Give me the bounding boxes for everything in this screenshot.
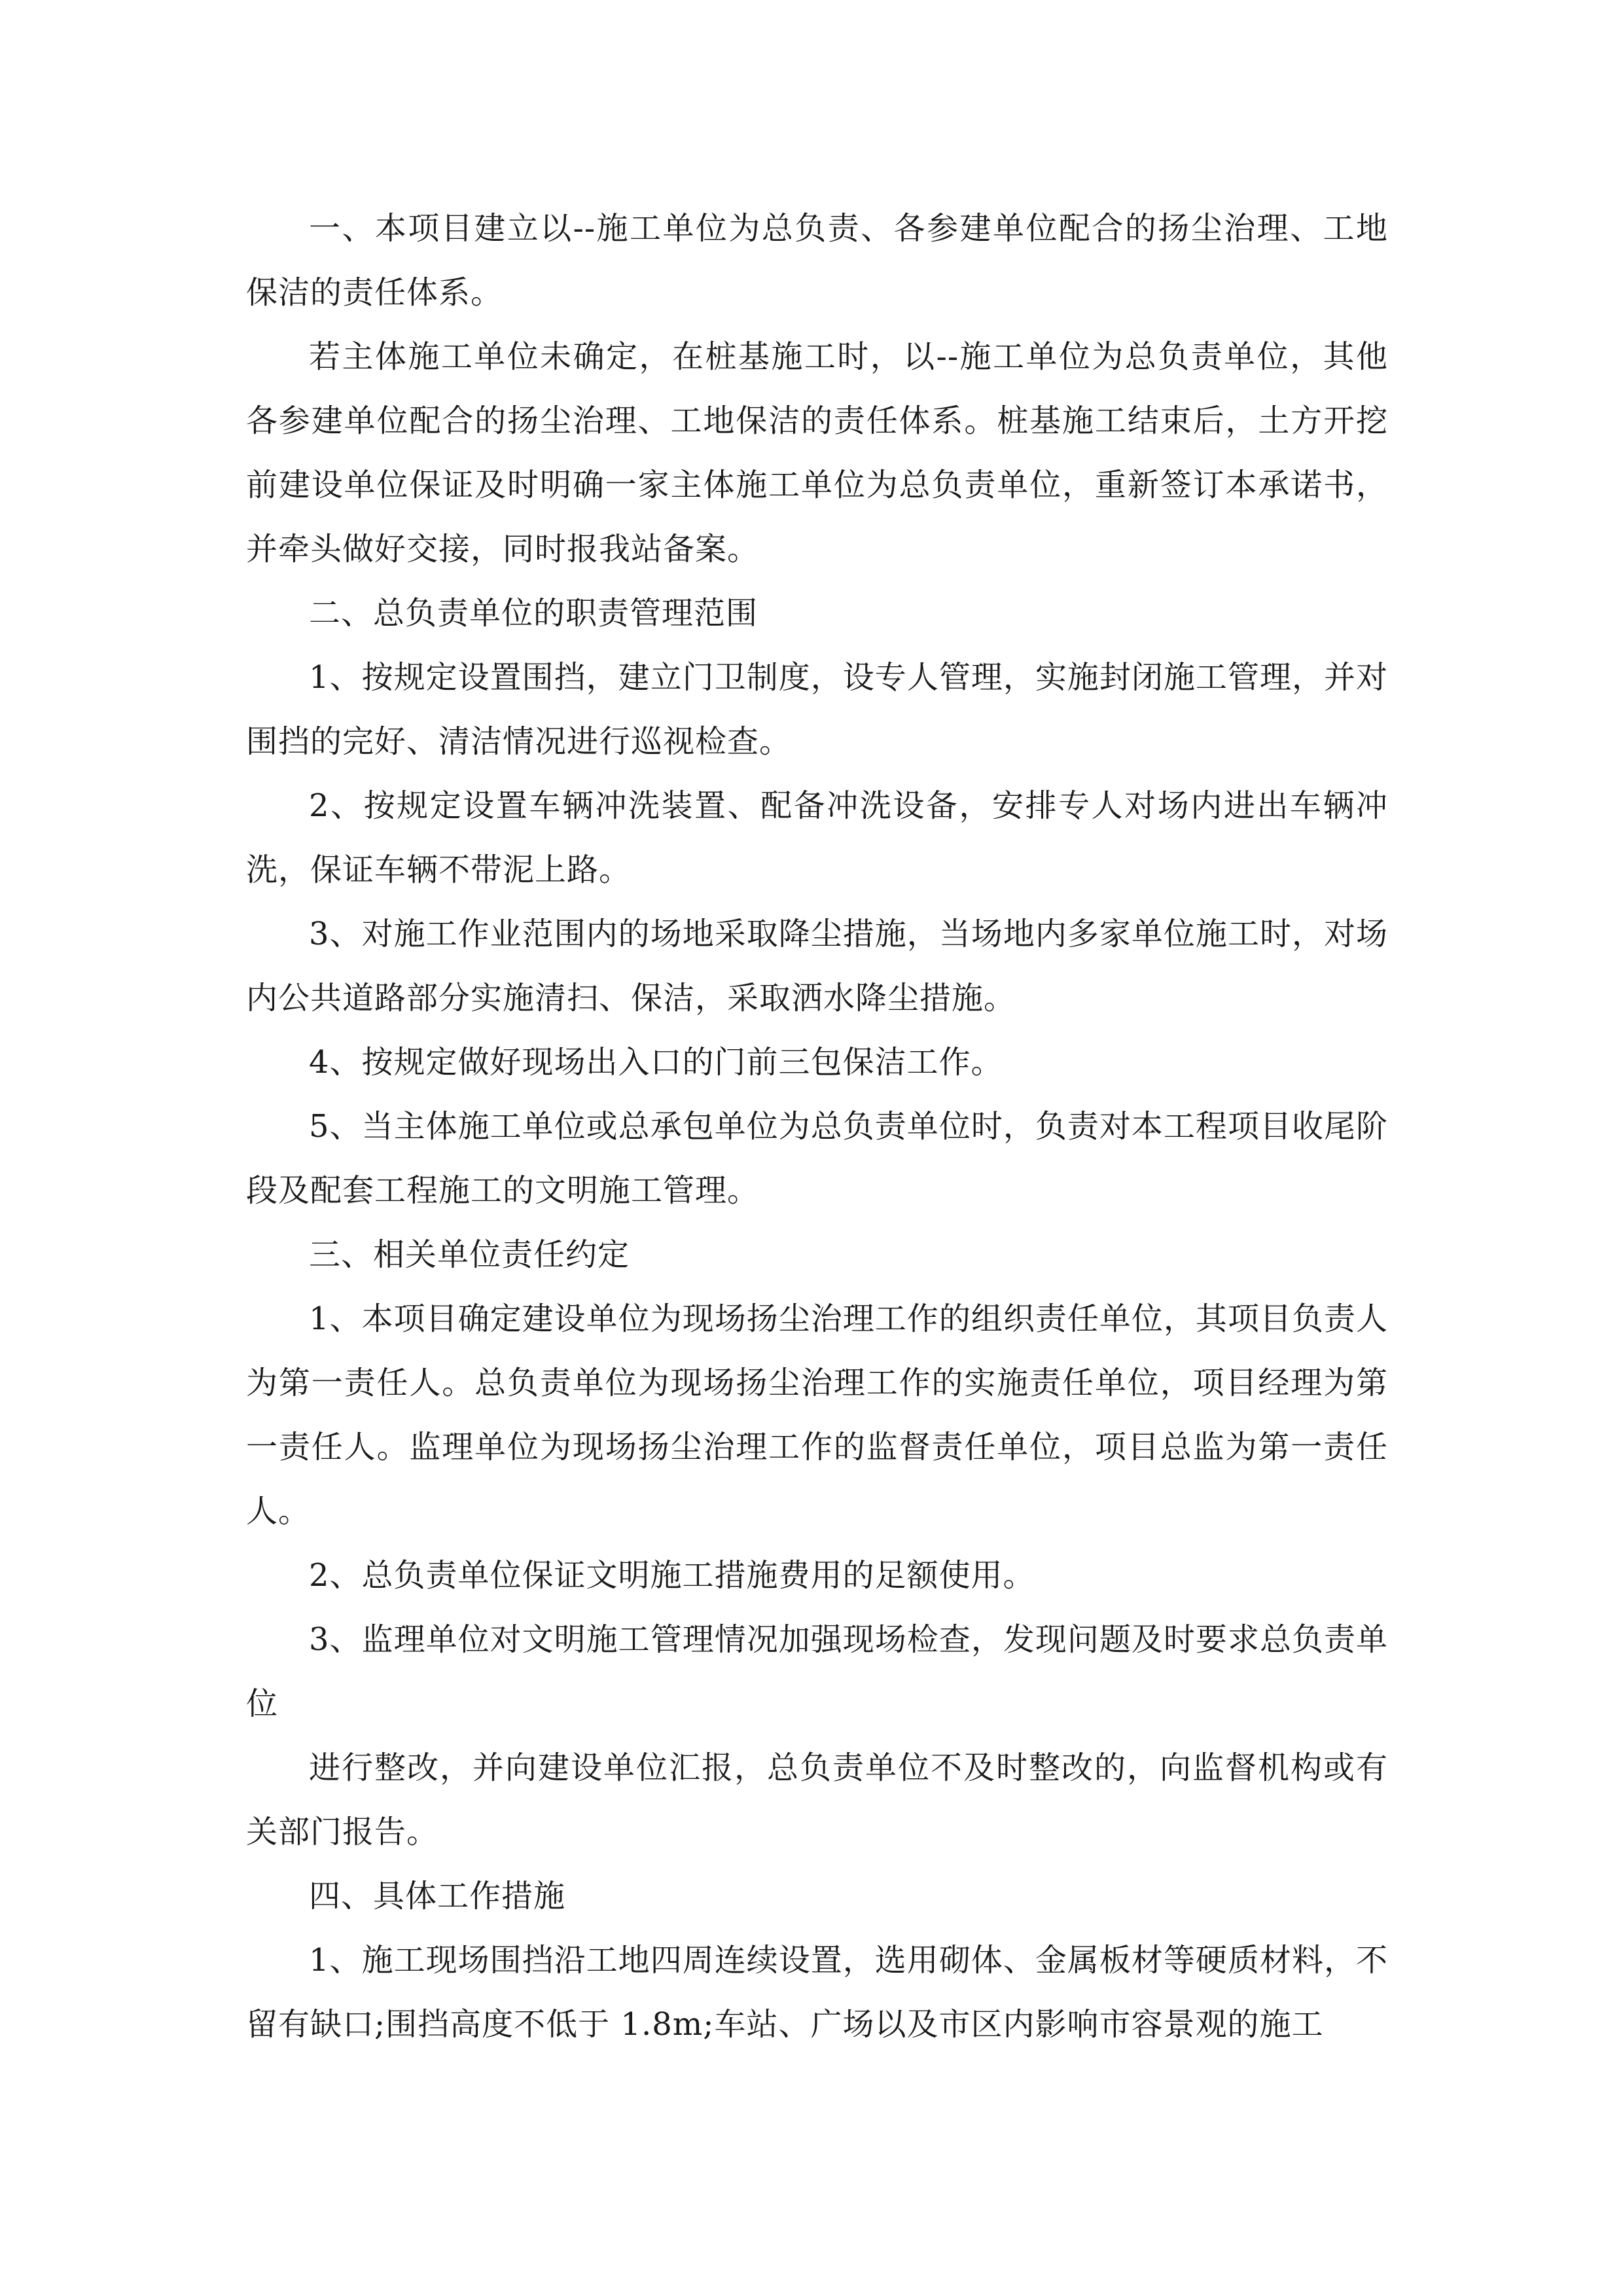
paragraph-3-2: 2、总负责单位保证文明施工措施费用的足额使用。 <box>309 1557 1035 1594</box>
paragraph-4-1: 1、施工现场围挡沿工地四周连续设置，选用砌体、金属板材等硬质材料，不留有缺口;围挡高度不低于 1.8m;车站、广场以及市区内影响市容景观的施工 <box>246 1942 1388 2043</box>
paragraph-2: 若主体施工单位未确定，在桩基施工时，以--施工单位为总负责单位，其他各参建单位配合的扬尘治理、工地保洁的责任体系。桩基施工结束后，土方开挖前建设单位保证及时明确一家主体施工单位为总负责单位，重新签订本承诺书，并牵头做好交接，同时报我站备案。 <box>246 338 1388 567</box>
paragraph-2-3: 3、对施工作业范围内的场地采取降尘措施，当场地内多家单位施工时，对场内公共道路部分实施清扫、保洁，采取洒水降尘措施。 <box>246 916 1388 1016</box>
paragraph-2-1: 1、按规定设置围挡，建立门卫制度，设专人管理，实施封闭施工管理，并对围挡的完好、清洁情况进行巡视检查。 <box>246 659 1388 760</box>
section-heading-3: 三、相关单位责任约定 <box>309 1236 630 1273</box>
paragraph-3-1: 1、本项目确定建设单位为现场扬尘治理工作的组织责任单位，其项目负责人为第一责任人。总负责单位为现场扬尘治理工作的实施责任单位，项目经理为第一责任人。监理单位为现场扬尘治理工作的监督责任单位，项目总监为第一责任人。 <box>246 1300 1388 1530</box>
section-heading-4: 四、具体工作措施 <box>309 1878 566 1914</box>
paragraph-2-4: 4、按规定做好现场出入口的门前三包保洁工作。 <box>309 1044 1003 1081</box>
paragraph-2-2: 2、按规定设置车辆冲洗装置、配备冲洗设备，安排专人对场内进出车辆冲洗，保证车辆不带泥上路。 <box>246 787 1388 888</box>
paragraph-3-3-cont: 进行整改，并向建设单位汇报，总负责单位不及时整改的，向监督机构或有关部门报告。 <box>246 1749 1388 1850</box>
paragraph-2-5: 5、当主体施工单位或总承包单位为总负责单位时，负责对本工程项目收尾阶段及配套工程施工的文明施工管理。 <box>246 1108 1388 1209</box>
section-heading-2: 二、总负责单位的职责管理范围 <box>309 595 758 632</box>
paragraph-3-3: 3、监理单位对文明施工管理情况加强现场检查，发现问题及时要求总负责单位 <box>246 1621 1388 1722</box>
document-body <box>246 196 1388 2056</box>
paragraph-1: 一、本项目建立以--施工单位为总负责、各参建单位配合的扬尘治理、工地保洁的责任体系。 <box>246 210 1388 311</box>
